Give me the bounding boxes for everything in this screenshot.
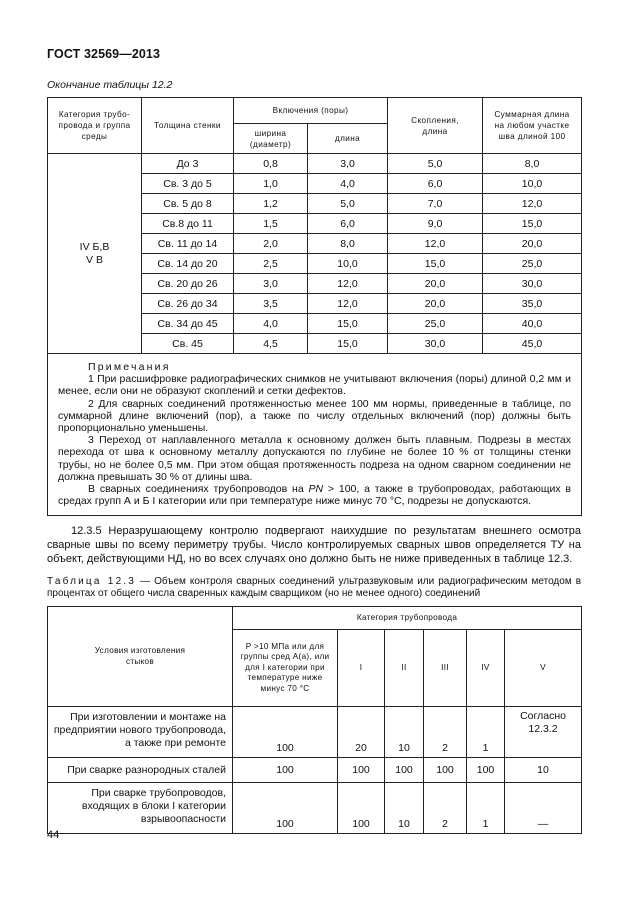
cell-total: 15,0 [483,214,582,234]
cell-length: 3,0 [308,154,388,174]
header-cat-3: III [424,630,467,707]
cell-thickness: Св. 14 до 20 [142,254,234,274]
cell-width: 1,2 [234,194,308,214]
cell-special: 100 [233,758,338,783]
table-12-2-notes [48,354,582,516]
cell-c2: 10 [385,783,424,834]
cell-length: 15,0 [308,334,388,354]
cell-cluster: 30,0 [388,334,483,354]
cell-width: 3,0 [234,274,308,294]
table-row [48,758,582,783]
cell-thickness: Св. 11 до 14 [142,234,234,254]
cell-special: 100 [233,707,338,758]
cell-width: 4,5 [234,334,308,354]
cell-total: 8,0 [483,154,582,174]
cell-c2: 10 [385,707,424,758]
header-pipeline-category: Категория трубопровода [233,607,582,630]
cell-width: 1,5 [234,214,308,234]
cell-total: 10,0 [483,174,582,194]
cell-c3: 2 [424,707,467,758]
cell-total: 40,0 [483,314,582,334]
cell-width: 0,8 [234,154,308,174]
cell-cluster: 6,0 [388,174,483,194]
header-thickness: Толщина стенки [142,98,234,154]
cell-thickness: До 3 [142,154,234,174]
paragraph-12-3-5: 12.3.5 Неразрушающему контролю подвергают наихудшие по результатам внешнего осмотра сварные швы по всему периметру трубы. Число контролируемых сварных швов определяется ТУ на объект, действующими НД, но во всех случаях оно должно быть не ниже приведенных в таблице 12.3. [47,525,581,565]
cell-width: 2,0 [234,234,308,254]
cell-total: 20,0 [483,234,582,254]
note-4: В сварных соединениях трубопроводов на PN > 100, а также в трубопроводах, работающих в средах групп А и Б I категории или при температуре ниже минус 70 °С, подрезы не допускаются. [58,483,572,508]
table-row [48,783,582,834]
table-12-3 [47,606,582,834]
cell-c4: 1 [467,707,505,758]
header-cat-4: IV [467,630,505,707]
note-2: 2 Для сварных соединений протяженностью менее 100 мм нормы, приведенные в таблице, по суммарной длине включений (пор), а также по числу отдельных включений (пор) должны быть пропорционально уменьшены. [58,397,571,435]
cell-cluster: 9,0 [388,214,483,234]
header-category: Категория трубо-провода и группа среды [48,98,142,154]
cell-cluster: 5,0 [388,154,483,174]
cell-thickness: Св. 20 до 26 [142,274,234,294]
header-inclusions: Включения (поры) [234,98,388,124]
header-clusters: Скопления, длина [388,98,483,154]
header-width: ширина (диаметр) [234,124,308,154]
cell-length: 5,0 [308,194,388,214]
cell-thickness: Св.8 до 11 [142,214,234,234]
header-cat-1: I [338,630,385,707]
note-3: 3 Переход от наплавленного металла к основному должен быть плавным. Подрезы в местах перехода от шва к основному металлу допускаются по глубине не более 10 % от толщины стенки трубы, но не более 0,5 мм. При этом общая протяженность подреза на одном сварном соединении не должна превышать 30 % от длины шва. [58,434,571,483]
cell-width: 1,0 [234,174,308,194]
cell-c2: 100 [385,758,424,783]
cell-total: 25,0 [483,254,582,274]
header-special: P >10 МПа или для группы сред А(а), или для I категории при температуре ниже минус 70 °С [233,630,338,707]
note-1: 1 При расшифровке радиографических снимков не учитывают включения (поры) длиной 0,2 мм и менее, если они не образуют скоплений и сетки дефектов. [58,373,571,398]
cell-total: 35,0 [483,294,582,314]
cell-width: 2,5 [234,254,308,274]
table-row [48,154,582,174]
cell-cluster: 12,0 [388,234,483,254]
cell-length: 10,0 [308,254,388,274]
table-12-3-caption: Таблица 12.3 — Объем контроля сварных соединений ультразвуковым или радиографическим методом в процентах от общего числа сваренных каждым сварщиком (но не менее одного) соединений [47,576,581,599]
cell-length: 4,0 [308,174,388,194]
cell-length: 6,0 [308,214,388,234]
cell-length: 12,0 [308,294,388,314]
cell-special: 100 [233,783,338,834]
cell-thickness: Св. 45 [142,334,234,354]
notes-title: Примечания [88,361,171,373]
cell-cluster: 7,0 [388,194,483,214]
header-conditions: Условия изготовления стыков [48,607,233,707]
header-cat-2: II [385,630,424,707]
cell-thickness: Св. 26 до 34 [142,294,234,314]
cell-thickness: Св. 34 до 45 [142,314,234,334]
cell-c5: — [505,783,582,834]
cell-c1: 100 [338,783,385,834]
cell-cluster: 20,0 [388,294,483,314]
cell-thickness: Св. 3 до 5 [142,174,234,194]
cell-total: 30,0 [483,274,582,294]
header-cat-5: V [505,630,582,707]
cell-c5: 10 [505,758,582,783]
cell-width: 4,0 [234,314,308,334]
cell-c5: Согласно 12.3.2 [505,707,582,758]
cell-cluster: 15,0 [388,254,483,274]
cell-c1: 100 [338,758,385,783]
cell-condition: При изготовлении и монтаже на предприятии нового трубопровода, а также при ремонте [48,707,233,758]
header-total: Суммарная длина на любом участке шва длиной 100 [483,98,582,154]
category-cell: IV Б,В V В [48,154,142,354]
cell-c4: 1 [467,783,505,834]
table-12-2-caption: Окончание таблицы 12.2 [47,79,173,91]
cell-total: 45,0 [483,334,582,354]
cell-c3: 100 [424,758,467,783]
cell-condition: При сварке трубопроводов, входящих в блоки I категории взрывоопасности [48,783,233,834]
cell-cluster: 20,0 [388,274,483,294]
header-length: длина [308,124,388,154]
table-row [48,707,582,758]
cell-length: 8,0 [308,234,388,254]
table-12-2 [47,97,582,516]
cell-condition: При сварке разнородных сталей [48,758,233,783]
cell-cluster: 25,0 [388,314,483,334]
cell-width: 3,5 [234,294,308,314]
cell-c1: 20 [338,707,385,758]
cell-length: 12,0 [308,274,388,294]
cell-c3: 2 [424,783,467,834]
cell-thickness: Св. 5 до 8 [142,194,234,214]
cell-length: 15,0 [308,314,388,334]
document-header: ГОСТ 32569—2013 [47,47,161,61]
page-number: 44 [47,829,60,841]
cell-c4: 100 [467,758,505,783]
cell-total: 12,0 [483,194,582,214]
